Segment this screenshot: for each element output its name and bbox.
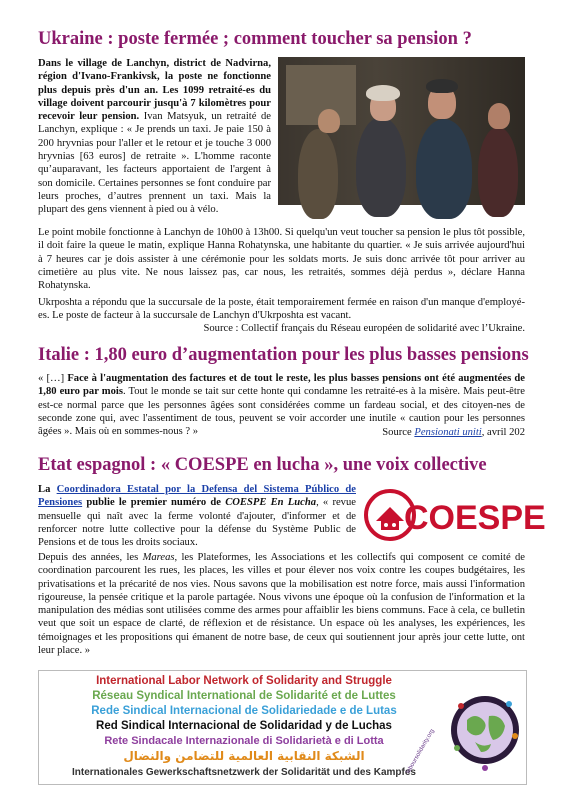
- solidarity-globe-logo: [405, 676, 521, 780]
- coespe-paragraph-1: [38, 483, 356, 549]
- banner-line-es: Red Sindical Internacional de Solidaridad y de Luchas: [96, 720, 392, 732]
- ukraine-paragraph-3: Ukrposhta a répondu que la succursale de la poste, était temporairement fermée en raison d'un manque d'employé-es. Le poste de facteur à la succursale de Lanchyn d'Ukrposhta est vacant.: [38, 297, 525, 322]
- ukraine-paragraph-2: Le point mobile fonctionne à Lanchyn de 10h00 à 13h00. Si quelqu'un veut toucher sa pension le plus tôt possible, il doit faire la queue le matin, explique Hanna Rohatynska, une habitante du quartier. « Je suis arrivée aujourd'hui à 7 heures car je dois assister à une cérémonie pour les soldats morts. Je suis donc arrivée tôt pour arriver au cimetière au plus vite. Ne nous laissez pas, car nous, les retraités, sommes déjà perdus », déclare Hanna Rohatynska.: [38, 227, 525, 292]
- coordinadora-link[interactable]: Coordinadora Estatal por la Defensa del Sistema Público de Pensiones: [38, 484, 356, 509]
- italie-source: [38, 426, 525, 439]
- italie-source-label: Source: [382, 427, 415, 438]
- ukraine-source: Source : Collectif français du Réseau européen de solidarité avec l’Ukraine.: [203, 323, 525, 334]
- pensioners-photo: [278, 57, 525, 205]
- coespe-p2-a: Depuis des années, les: [38, 552, 143, 563]
- italie-lead: Face à l'augmentation des factures et de tout le reste, les plus basses pensions ont été augmentées de 1,80 euro par mois: [38, 373, 525, 398]
- italie-source-date: , avril 202: [481, 427, 525, 438]
- banner-line-pt: Rede Sindical Internacional de Solidariedade e de Lutas: [91, 705, 397, 717]
- section-title-espagne: Etat espagnol : « COESPE en lucha », une voix collective: [38, 455, 487, 475]
- coespe-body: , « revue mensuelle qui naît avec la ferme volonté d'ajouter, d'informer et de renforcer notre lutte collective pour la défense du Système Public de Pensions et de tous les droits sociaux.: [38, 497, 356, 549]
- banner-line-fr: Réseau Syndical International de Solidarité et de Luttes: [92, 690, 396, 702]
- coespe-logo: [362, 487, 546, 543]
- ukraine-lead: Dans le village de Lanchyn, district de Nadvirna, région d'Ivano-Frankivsk, la poste ne fonctionne plus depuis près d'un an. Les 1099 retraité-es du village doivent parcourir jusqu'à 7 kilomètres pour recevoir leur pension.: [38, 58, 271, 123]
- banner-line-ar: الشبكة النقابية العالمية للتضامن والنضال: [123, 749, 365, 763]
- italie-quote-open: « […]: [38, 373, 68, 384]
- banner-site-text: laboursolidarity.org: [405, 728, 436, 775]
- coespe-mareas: Mareas: [142, 552, 175, 563]
- banner-line-de: Internationales Gewerkschaftsnetzwerk der Solidarität und des Kampfes: [72, 767, 416, 778]
- section-title-italie: Italie : 1,80 euro d’augmentation pour les plus basses pensions: [38, 345, 529, 365]
- coespe-la: La: [38, 484, 57, 495]
- coespe-revue-title: COESPE En Lucha: [225, 497, 317, 509]
- banner-line-it: Rete Sindacale Internazionale di Solidarietà e di Lotta: [104, 735, 384, 747]
- ukraine-body: Ivan Matsyuk, un retraité de Lanchyn, explique : « Je prends un taxi. Je paie 150 à 200 hryvnias pour l'aller et le retour et je touche 3 000 hryvnias [63 euros] de retraite ». L'homme raconte qu’auparavant, les facteurs apportaient de l'argent à son domicile. Certaines personnes se font conduire par leurs proches, d’autres prennent un taxi. Mais la plupart des gens viennent à pied ou à vélo.: [38, 111, 271, 216]
- coespe-paragraph-2: [38, 551, 525, 657]
- ukraine-paragraph-1: [38, 57, 271, 217]
- coespe-publie: publie le premier numéro de: [82, 497, 226, 509]
- section-title-ukraine: Ukraine : poste fermée ; comment toucher sa pension ?: [38, 29, 472, 49]
- italie-body: . Tout le monde se tait sur cette honte qui condamne les retraité-es à la misère. Mais peut-être est-ce normal parce que les personnes âgées sont considérées comme un fardeau social, et des citoyen-nes de seconde zone qui, avec l'assentiment de tous, peuvent se voir accorder une inutile « caution pour les personnes âgées ». Mais où en sommes-nous ? »: [38, 386, 525, 438]
- banner-line-en: International Labor Network of Solidarity and Struggle: [96, 675, 392, 687]
- coespe-p2-b: , les Plateformes, les Associations et les collectifs qui composent ce comité de coordination parcourent les rues, les places, les villes et pour élever nos voix contre les coupes budgétaires, les privatisations et la précarité de nos vies. Nous savons que la mobilisation est notre force, mais aussi l'information rigoureuse, la pensée critique et la parole partagée. Nous vivons une époque où la confusion de l'information et la manipulation des médias sont utilisées comme des armes pour affaiblir les biens communs. Face à cela, ce bulletin veut que soit un espace de clarté, de réflexion et de résistance. Un espace où les analyses, les expériences, les témoignages et les propositions qui émanent de notre base, de ceux qui soutiennent jour après jour cette lutte, ont leur place. »: [38, 552, 525, 657]
- pensionati-uniti-link[interactable]: Pensionati uniti: [414, 427, 482, 438]
- labor-network-banner: [38, 670, 527, 785]
- coespe-logo-text: COESPE: [404, 499, 546, 537]
